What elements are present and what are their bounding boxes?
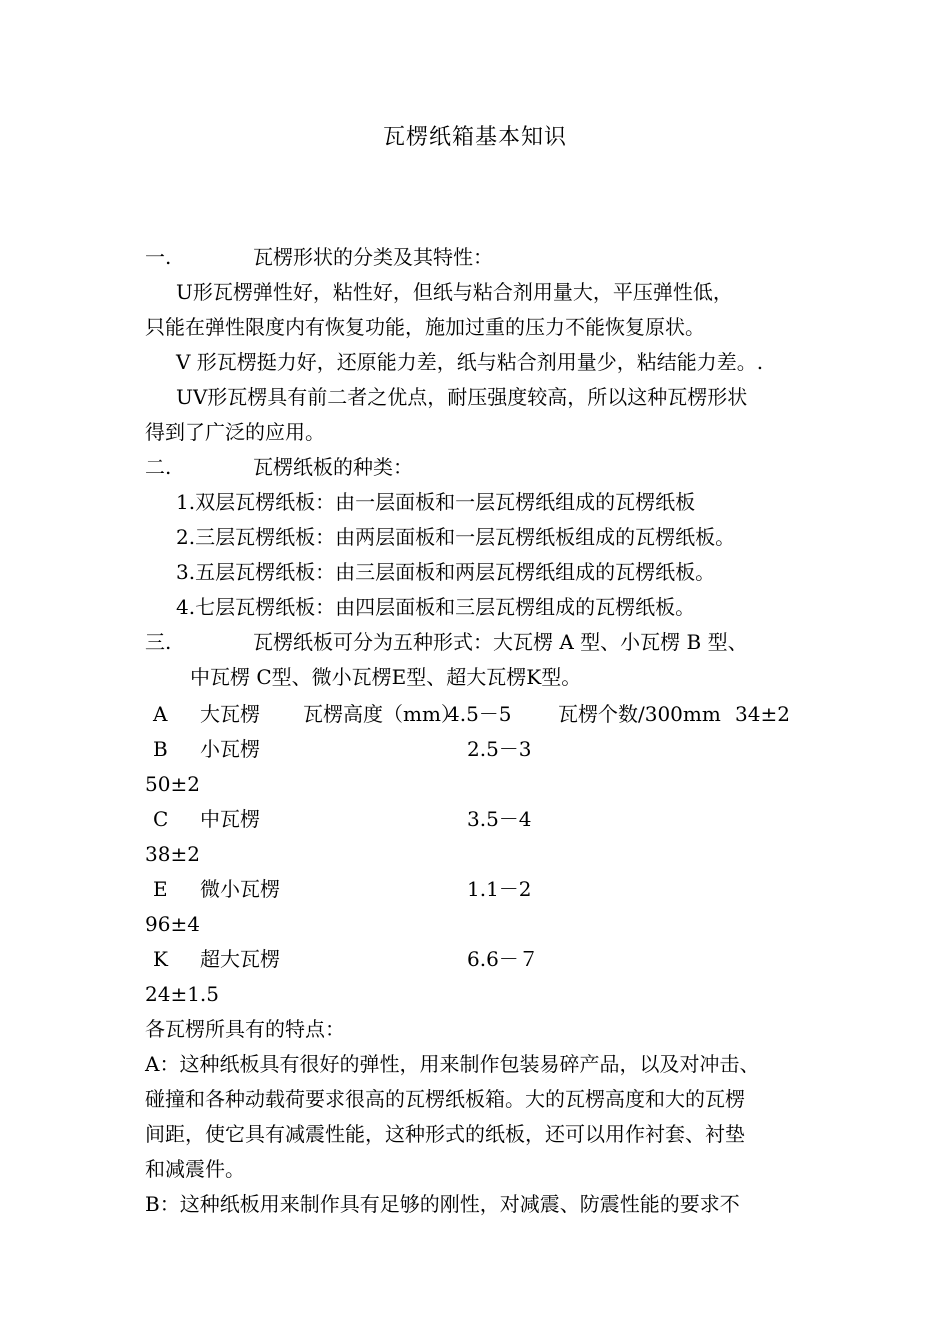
flute-type: A [153,702,168,726]
flute-count: 38±2 [145,842,200,866]
document-title: 瓦楞纸箱基本知识 [382,125,567,150]
flute-name: 大瓦楞 [200,702,260,726]
section-2-title: 瓦楞纸板的种类： [253,455,413,479]
board-type-item: 1.双层瓦楞纸板：由一层面板和一层瓦楞纸组成的瓦楞纸板 [176,490,696,514]
board-type-item: 3.五层瓦楞纸板：由三层面板和两层瓦楞纸组成的瓦楞纸板。 [176,560,716,584]
flute-count: 50±2 [145,772,200,796]
flute-height: 6.6－７ [467,947,539,971]
section-2-heading [145,453,825,481]
flute-height: 1.1－2 [467,877,532,901]
flute-name: 超大瓦楞 [200,947,280,971]
section-1-heading [145,243,825,271]
flute-height: 4.5－5 [447,702,512,726]
flute-name: 小瓦楞 [200,737,260,761]
feature-a-line: 碰撞和各种动载荷要求很高的瓦楞纸板箱。大的瓦楞高度和大的瓦楞 [145,1087,745,1111]
flute-count: 34±2 [735,702,790,726]
feature-b-line: B：这种纸板用来制作具有足够的刚性，对减震、防震性能的要求不 [145,1192,740,1216]
flute-height: 2.5－3 [467,737,532,761]
section-3-title-line-2: 中瓦楞 C型、微小瓦楞E型、超大瓦楞K型。 [190,665,582,689]
flute-count-label: 瓦楞个数/300mm [558,702,721,726]
flute-count: 24±1.5 [145,982,220,1006]
flute-name: 中瓦楞 [200,807,260,831]
section-2-number: 二. [145,455,172,479]
flute-type: E [153,877,168,901]
flute-height-label: 瓦楞高度（mm） [303,702,461,726]
board-type-item: 4.七层瓦楞纸板：由四层面板和三层瓦楞组成的瓦楞纸板。 [176,595,696,619]
features-heading: 各瓦楞所具有的特点： [145,1017,345,1041]
section-3-title-line-1: 瓦楞纸板可分为五种形式：大瓦楞 A 型、小瓦楞 B 型、 [253,630,748,654]
flute-height: 3.5－4 [467,807,532,831]
feature-a-line: 间距，使它具有减震性能，这种形式的纸板，还可以用作衬套、衬垫 [145,1122,745,1146]
feature-a-line: 和减震件。 [145,1157,245,1181]
section-3-number: 三. [145,630,172,654]
flute-name: 微小瓦楞 [200,877,280,901]
flute-type: C [153,807,169,831]
uv-shape-text-line-1: UV形瓦楞具有前二者之优点，耐压强度较高，所以这种瓦楞形状 [176,385,748,409]
board-type-item: 2.三层瓦楞纸板：由两层面板和一层瓦楞纸板组成的瓦楞纸板。 [176,525,736,549]
feature-a-line: A：这种纸板具有很好的弹性，用来制作包装易碎产品，以及对冲击、 [145,1052,760,1076]
flute-type: K [153,947,168,971]
uv-shape-text-line-2: 得到了广泛的应用。 [145,420,325,444]
v-shape-text: V 形瓦楞挺力好，还原能力差，纸与粘合剂用量少，粘结能力差。. [176,350,764,374]
section-1-number: 一. [145,245,172,269]
u-shape-text-line-2: 只能在弹性限度内有恢复功能，施加过重的压力不能恢复原状。 [145,315,705,339]
section-3-heading [145,628,825,656]
section-1-title: 瓦楞形状的分类及其特性： [253,245,493,269]
flute-count: 96±4 [145,912,200,936]
u-shape-text-line-1: U形瓦楞弹性好，粘性好，但纸与粘合剂用量大，平压弹性低， [176,280,733,304]
flute-type: B [153,737,168,761]
